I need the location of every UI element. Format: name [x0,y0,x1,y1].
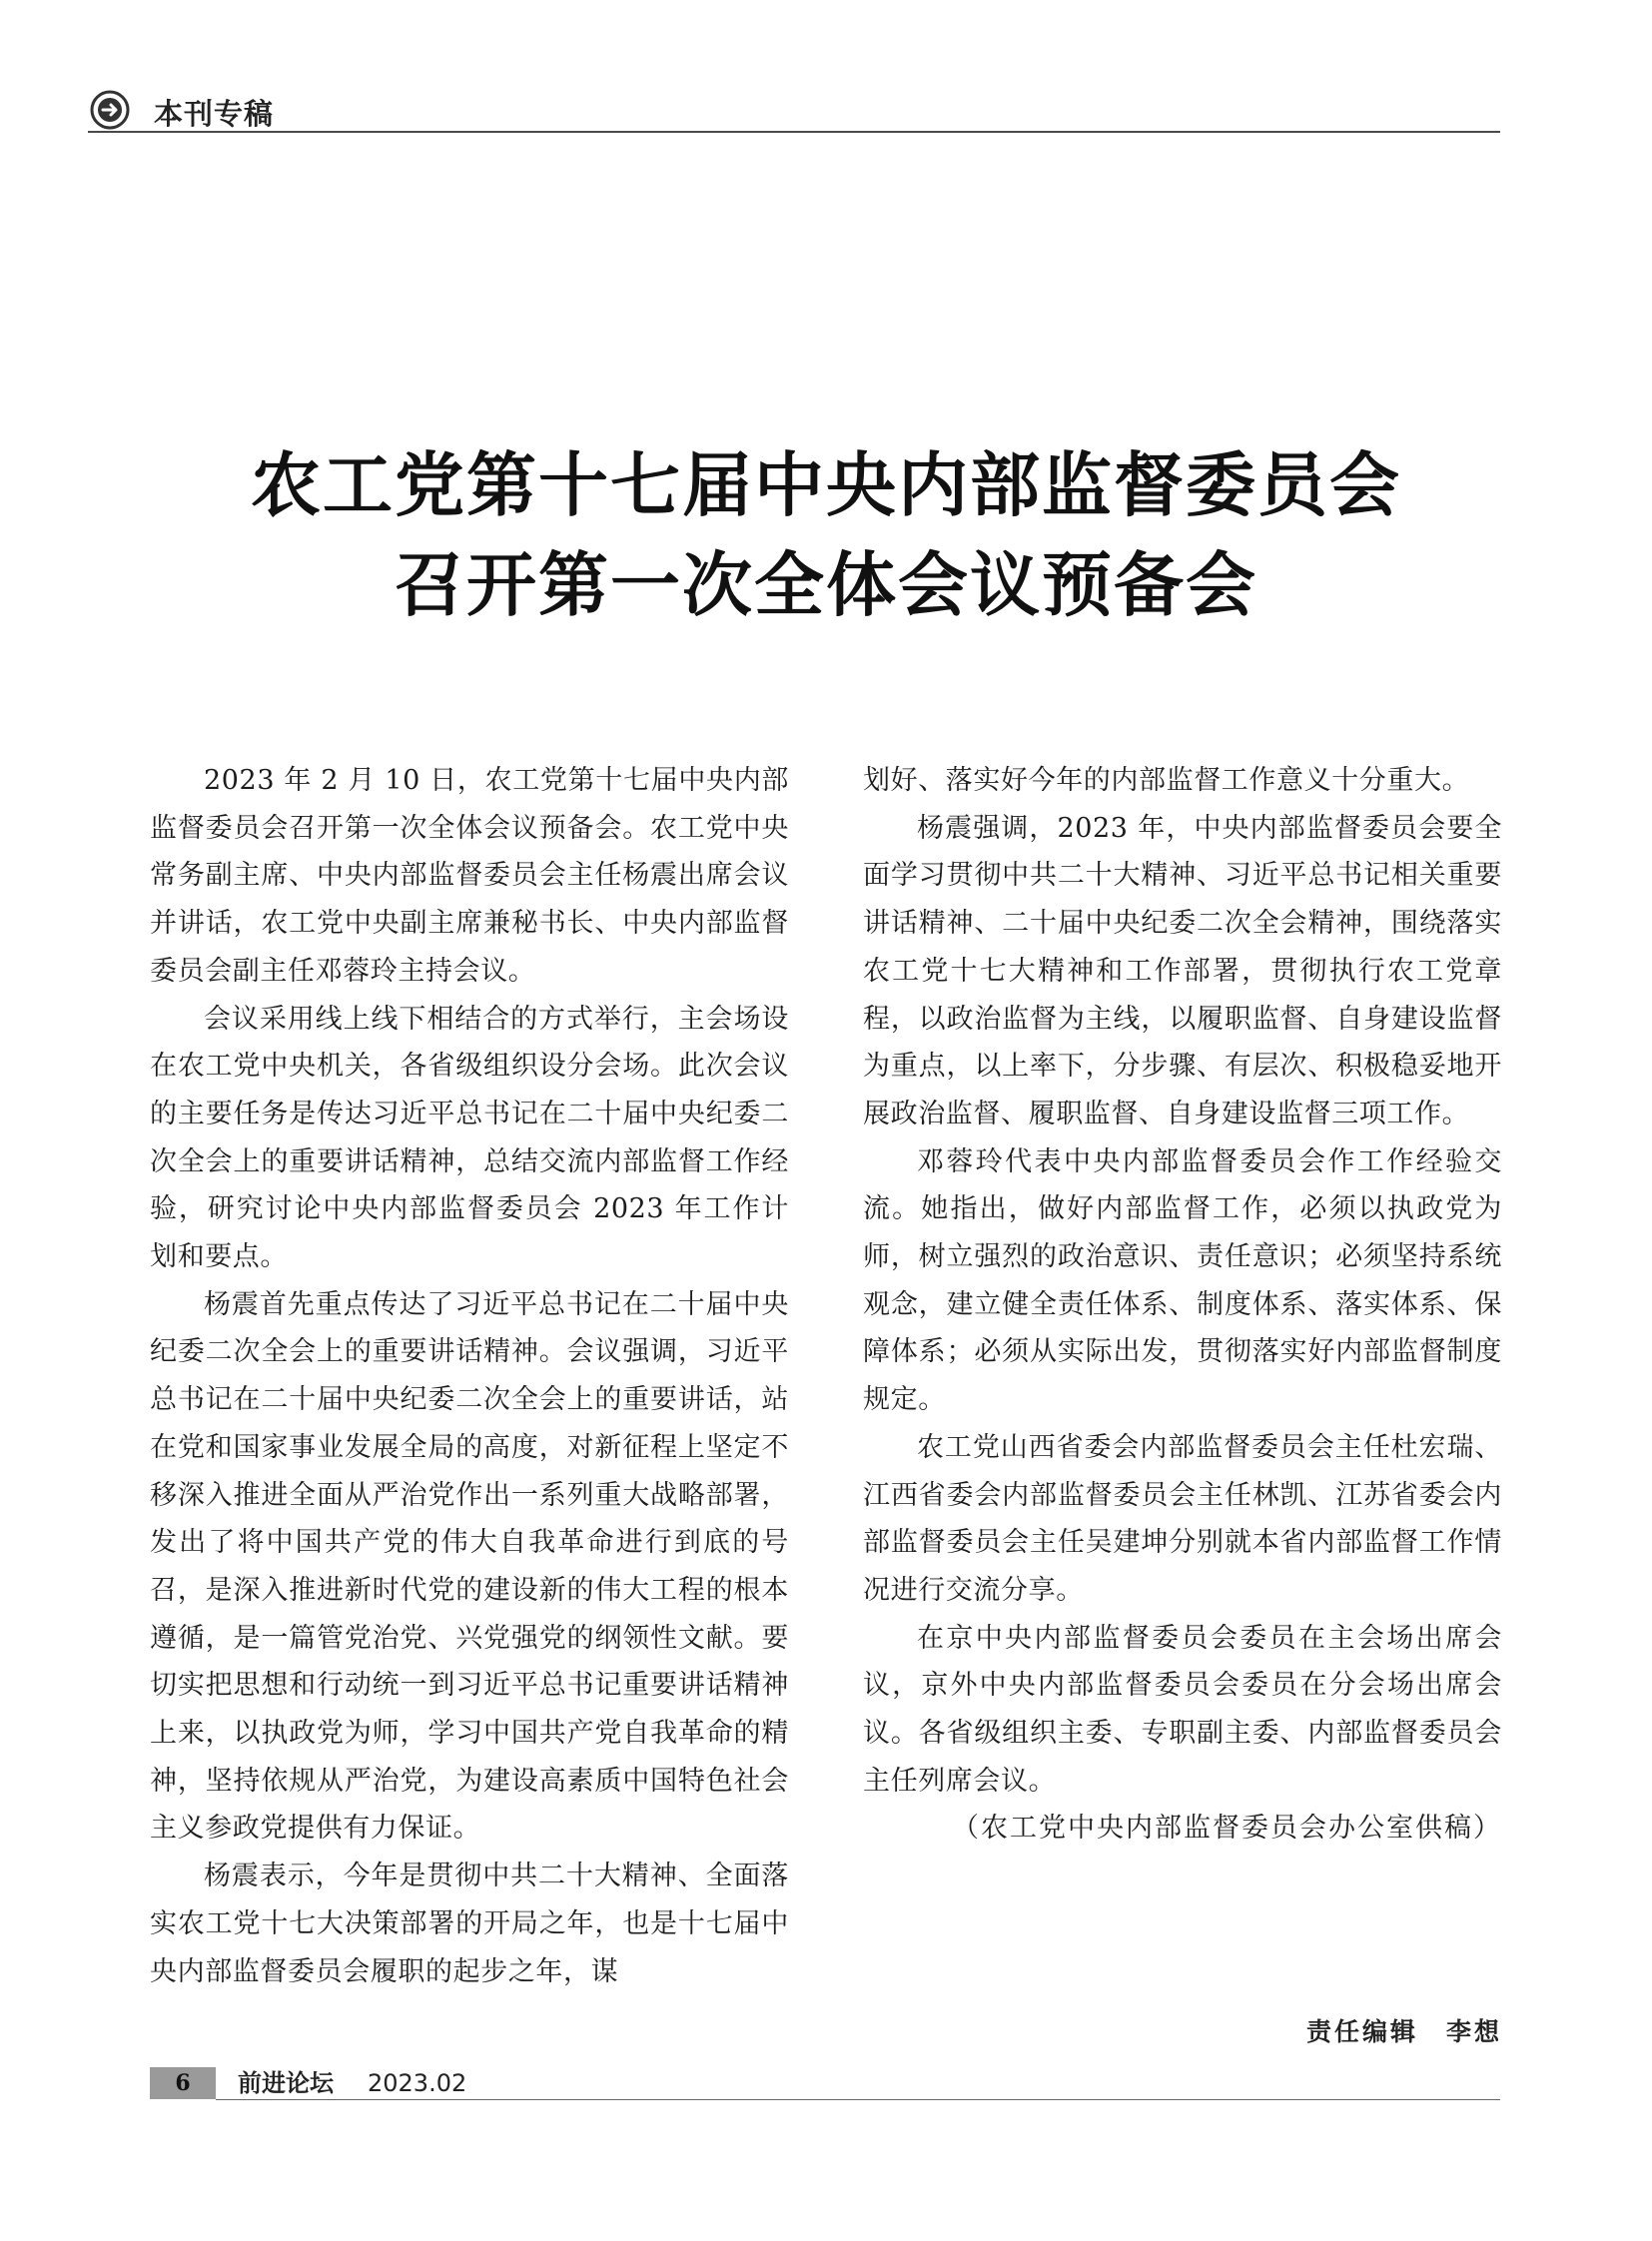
paragraph-continuation: 划好、落实好今年的内部监督工作意义十分重大。 [863,765,1470,796]
page-number: 6 [150,2067,216,2099]
right-column [863,757,1502,1853]
section-header [88,86,1500,134]
paragraph: 杨震首先重点传达了习近平总书记在二十届中央纪委二次全会上的重要讲话精神。会议强调，习近平总书记在二十届中央纪委二次全会上的重要讲话，站在党和国家事业发展全局的高度，对新征程上坚定不移深入推进全面从严治党作出一系列重大战略部署，发出了将中国共产党的伟大自我革命进行到底的号召，是深入推进新时代党的建设新的伟大工程的根本遵循，是一篇管党治党、兴党强党的纲领性文献。要切实把思想和行动统一到习近平总书记重要讲话精神上来，以执政党为师，学习中国共产党自我革命的精神，坚持依规从严治党，为建设高素质中国特色社会主义参政党提供有力保证。 [150,1288,789,1845]
paragraph: 杨震强调，2023 年，中央内部监督委员会要全面学习贯彻中共二十大精神、习近平总书记相关重要讲话精神、二十届中央纪委二次全会精神，围绕落实农工党十七大精神和工作部署，贯彻执行农工党章程，以政治监督为主线，以履职监督、自身建设监督为重点，以上率下，分步骤、有层次、积极稳妥地开展政治监督、履职监督、自身建设监督三项工作。 [863,812,1502,1129]
article-title [0,435,1652,635]
section-title: 本刊专稿 [154,97,275,131]
paragraph: 邓蓉玲代表中央内部监督委员会作工作经验交流。她指出，做好内部监督工作，必须以执政党为师，树立强烈的政治意识、责任意识；必须坚持系统观念，建立健全责任体系、制度体系、落实体系、保障体系；必须从实际出发，贯彻落实好内部监督制度规定。 [863,1145,1502,1416]
title-line-1: 农工党第十七届中央内部监督委员会 [251,444,1401,526]
issue-number: 2023.02 [368,2069,467,2097]
header-divider [88,131,1500,133]
paragraph: 2023 年 2 月 10 日，农工党第十七届中央内部监督委员会召开第一次全体会议预备会。农工党中央常务副主席、中央内部监督委员会主任杨震出席会议并讲话，农工党中央副主席兼秘书长、中央内部监督委员会副主任邓蓉玲主持会议。 [150,765,789,987]
magazine-name: 前进论坛 [238,2069,334,2097]
paragraph: 农工党山西省委会内部监督委员会主任杜宏瑞、江西省委会内部监督委员会主任林凯、江苏省委会内部监督委员会主任吴建坤分别就本省内部监督工作情况进行交流分享。 [863,1431,1502,1606]
paragraph: 会议采用线上线下相结合的方式举行，主会场设在农工党中央机关，各省级组织设分会场。此次会议的主要任务是传达习近平总书记在二十届中央纪委二次全会上的重要讲话精神，总结交流内部监督工作经验，研究讨论中央内部监督委员会 2023 年工作计划和要点。 [150,1003,789,1273]
left-column [150,757,789,1995]
responsible-editor: 责任编辑 李想 [1305,2017,1502,2046]
page-footer [150,2061,1500,2105]
source-credit: （农工党中央内部监督委员会办公室供稿） [952,1813,1502,1845]
title-line-2: 召开第一次全体会议预备会 [395,544,1257,626]
footer-divider [216,2099,1500,2100]
paragraph: 在京中央内部监督委员会委员在主会场出席会议，京外中央内部监督委员会委员在分会场出席会议。各省级组织主委、专职副主委、内部监督委员会主任列席会议。 [863,1622,1502,1797]
paragraph: 杨震表示，今年是贯彻中共二十大精神、全面落实农工党十七大决策部署的开局之年，也是十七届中央内部监督委员会履职的起步之年，谋 [150,1861,789,1987]
arrow-circle-icon [90,90,130,130]
